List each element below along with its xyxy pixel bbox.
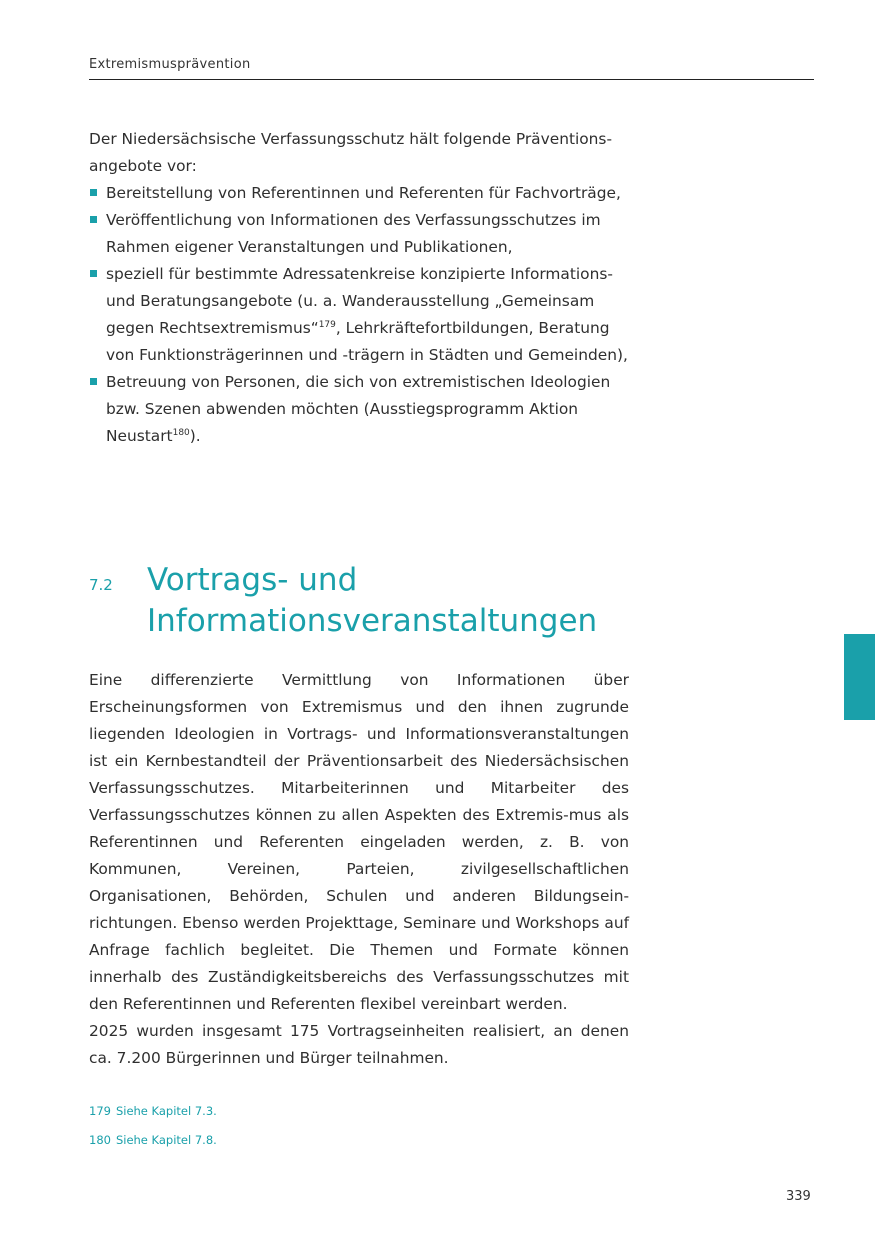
footnote-text: Siehe Kapitel 7.3. (115, 1104, 217, 1118)
footnote-text: Siehe Kapitel 7.8. (115, 1133, 217, 1147)
section-number: 7.2 (89, 576, 113, 594)
footnote (89, 1102, 217, 1131)
list-item (89, 207, 629, 261)
footnote-ref[interactable]: 180 (172, 428, 190, 438)
intro-text: Der Niedersächsische Verfassungsschutz hält folgende Präventions-angebote vor: (89, 130, 613, 175)
bullet-square-icon (90, 189, 97, 196)
footnote-number: 179 (89, 1104, 111, 1118)
footnotes (89, 1102, 217, 1160)
footnote-number: 180 (89, 1133, 111, 1147)
list-item (89, 369, 629, 450)
list-item (89, 180, 629, 207)
bullet-square-icon (90, 378, 97, 385)
list-item-text: Veröffentlichung von Informationen des Verfassungsschutzes im Rahmen eigener Veranstaltungen und Publikationen, (106, 211, 601, 256)
running-header: Extremismusprävention (89, 57, 251, 72)
list-item-text-start: speziell für bestimmte Adressatenkreise konzipierte Informations- und Beratungsangebote (u. a. Wanderausstellung „Gemeinsam gegen Rechtsextremismus“ (106, 265, 613, 337)
footnote-ref[interactable]: 179 (318, 320, 336, 330)
list-item-text-end: ). (189, 427, 201, 445)
section-body (89, 667, 629, 1072)
body-paragraph: 2025 wurden insgesamt 175 Vortragseinheiten realisiert, an denen ca. 7.200 Bürgerinnen und Bürger teilnahmen. (89, 1022, 629, 1067)
footnote (89, 1131, 217, 1160)
prevention-offers-list (89, 180, 629, 450)
body-paragraph: Eine differenzierte Vermittlung von Informationen über Erscheinungsformen von Extremismus und den ihnen zugrunde liegenden Ideologien in Vortrags- und Informationsveranstaltungen ist ein Kernbestandteil der Präventionsarbeit des Niedersächsischen Verfassungsschutzes. Mitarbeiterinnen und Mitarbeiter des Verfassungsschutzes können zu allen Aspekten des Extremis-mus als Referentinnen und Referenten eingeladen werden, z. B. von Kommunen, Vereinen, Parteien, zivilgesellschaftlichen Organisationen, Behörden, Schulen und anderen Bildungsein-richtungen. Ebenso werden Projekttage, Seminare und Workshops auf Anfrage fachlich begleitet. Die Themen und Formate können innerhalb des Zuständigkeitsbereichs des Verfassungsschutzes mit den Referentinnen und Referenten flexibel vereinbart werden. (89, 671, 629, 1013)
chapter-side-tab (844, 634, 875, 720)
section-title: Vortrags- und Informationsveranstaltungen (147, 562, 598, 639)
page-number: 339 (786, 1189, 811, 1204)
list-item-text: Bereitstellung von Referentinnen und Referenten für Fachvorträge, (106, 184, 621, 202)
bullet-square-icon (90, 270, 97, 277)
header-rule (89, 79, 814, 80)
list-item-text-start: Betreuung von Personen, die sich von extremistischen Ideologien bzw. Szenen abwenden möchten (Ausstiegsprogramm Aktion Neustart (106, 373, 611, 445)
list-item-text-end: , Lehrkräftefortbildungen, Beratung von Funktionsträgerinnen und -trägern in Städten und Gemeinden), (106, 319, 628, 364)
bullet-square-icon (90, 216, 97, 223)
list-item (89, 261, 629, 369)
